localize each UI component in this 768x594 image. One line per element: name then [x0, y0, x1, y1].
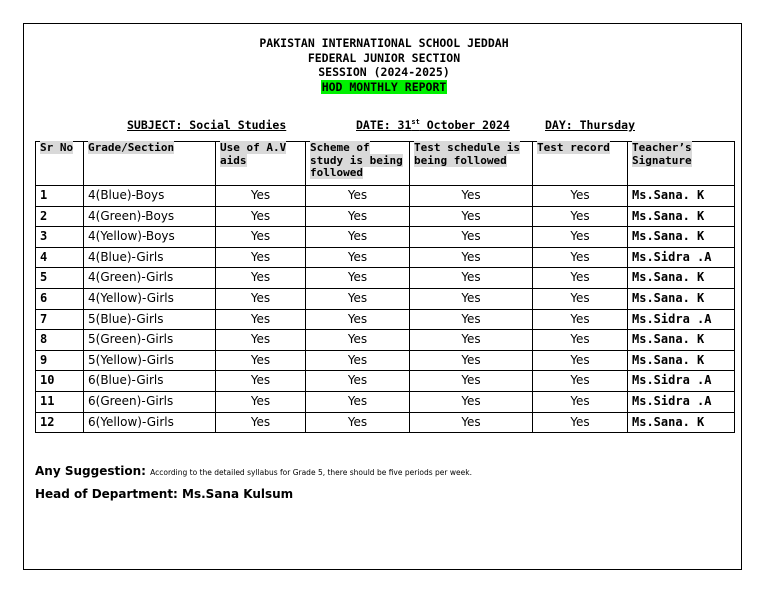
- av-cell: Yes: [216, 227, 306, 248]
- col-header-sr: Sr No: [36, 142, 84, 186]
- head-of-department: Head of Department: Ms.Sana Kulsum: [35, 487, 294, 501]
- report-title: HOD MONTHLY REPORT: [321, 79, 447, 94]
- table-row: [36, 391, 735, 412]
- grade-cell: 4(Yellow)-Girls: [84, 288, 216, 309]
- av-cell: Yes: [216, 247, 306, 268]
- av-cell: Yes: [216, 330, 306, 351]
- table-row: [36, 247, 735, 268]
- sr-cell: 11: [36, 391, 84, 412]
- table-row: [36, 350, 735, 371]
- schedule-cell: Yes: [410, 206, 533, 227]
- record-cell: Yes: [533, 247, 628, 268]
- signature-cell: Ms.Sana. K: [628, 227, 735, 248]
- scheme-cell: Yes: [306, 412, 410, 433]
- av-cell: Yes: [216, 371, 306, 392]
- school-name: PAKISTAN INTERNATIONAL SCHOOL JEDDAH: [259, 36, 509, 50]
- sr-cell: 9: [36, 350, 84, 371]
- scheme-cell: Yes: [306, 268, 410, 289]
- table-row: [36, 288, 735, 309]
- signature-cell: Ms.Sana. K: [628, 186, 735, 207]
- scheme-cell: Yes: [306, 309, 410, 330]
- schedule-cell: Yes: [410, 371, 533, 392]
- scheme-cell: Yes: [306, 247, 410, 268]
- schedule-cell: Yes: [410, 309, 533, 330]
- record-cell: Yes: [533, 371, 628, 392]
- av-cell: Yes: [216, 309, 306, 330]
- record-cell: Yes: [533, 391, 628, 412]
- record-cell: Yes: [533, 350, 628, 371]
- day-label: DAY: Thursday: [545, 118, 636, 132]
- av-cell: Yes: [216, 206, 306, 227]
- av-cell: Yes: [216, 391, 306, 412]
- table-row: [36, 309, 735, 330]
- scheme-cell: Yes: [306, 350, 410, 371]
- sr-cell: 6: [36, 288, 84, 309]
- col-header-schedule: Test schedule is being followed: [410, 142, 533, 186]
- av-cell: Yes: [216, 350, 306, 371]
- sr-cell: 3: [36, 227, 84, 248]
- table-row: [36, 227, 735, 248]
- scheme-cell: Yes: [306, 371, 410, 392]
- col-header-scheme: Scheme of study is being followed: [306, 142, 410, 186]
- sr-cell: 5: [36, 268, 84, 289]
- schedule-cell: Yes: [410, 412, 533, 433]
- table-row: [36, 186, 735, 207]
- grade-cell: 6(Yellow)-Girls: [84, 412, 216, 433]
- signature-cell: Ms.Sana. K: [628, 206, 735, 227]
- record-cell: Yes: [533, 206, 628, 227]
- grade-cell: 4(Blue)-Girls: [84, 247, 216, 268]
- av-cell: Yes: [216, 412, 306, 433]
- signature-cell: Ms.Sidra .A: [628, 391, 735, 412]
- schedule-cell: Yes: [410, 350, 533, 371]
- schedule-cell: Yes: [410, 391, 533, 412]
- date-label: DATE: 31st October 2024: [356, 118, 510, 132]
- table-header-row: [36, 142, 735, 186]
- table-row: [36, 412, 735, 433]
- col-header-av: Use of A.V aids: [216, 142, 306, 186]
- signature-cell: Ms.Sana. K: [628, 412, 735, 433]
- record-cell: Yes: [533, 268, 628, 289]
- table-row: [36, 268, 735, 289]
- schedule-cell: Yes: [410, 186, 533, 207]
- signature-cell: Ms.Sana. K: [628, 350, 735, 371]
- grade-cell: 6(Green)-Girls: [84, 391, 216, 412]
- table-row: [36, 330, 735, 351]
- col-header-signature: Teacher’s Signature: [628, 142, 735, 186]
- table-row: [36, 371, 735, 392]
- av-cell: Yes: [216, 186, 306, 207]
- suggestion-label: Any Suggestion:: [35, 464, 146, 478]
- schedule-cell: Yes: [410, 247, 533, 268]
- signature-cell: Ms.Sana. K: [628, 288, 735, 309]
- scheme-cell: Yes: [306, 186, 410, 207]
- suggestion-text: According to the detailed syllabus for Grade 5, there should be five periods per week.: [150, 468, 472, 477]
- grade-cell: 4(Green)-Girls: [84, 268, 216, 289]
- grade-cell: 5(Green)-Girls: [84, 330, 216, 351]
- signature-cell: Ms.Sana. K: [628, 268, 735, 289]
- subject-label: SUBJECT: Social Studies: [127, 118, 287, 132]
- record-cell: Yes: [533, 288, 628, 309]
- grade-cell: 5(Blue)-Girls: [84, 309, 216, 330]
- report-table: [35, 141, 735, 433]
- signature-cell: Ms.Sidra .A: [628, 309, 735, 330]
- scheme-cell: Yes: [306, 227, 410, 248]
- sr-cell: 10: [36, 371, 84, 392]
- sr-cell: 8: [36, 330, 84, 351]
- signature-cell: Ms.Sana. K: [628, 330, 735, 351]
- scheme-cell: Yes: [306, 206, 410, 227]
- signature-cell: Ms.Sidra .A: [628, 247, 735, 268]
- suggestion: [35, 464, 472, 478]
- sr-cell: 12: [36, 412, 84, 433]
- report-header: [0, 36, 768, 94]
- sr-cell: 2: [36, 206, 84, 227]
- col-header-record: Test record: [533, 142, 628, 186]
- schedule-cell: Yes: [410, 330, 533, 351]
- schedule-cell: Yes: [410, 268, 533, 289]
- scheme-cell: Yes: [306, 288, 410, 309]
- sr-cell: 7: [36, 309, 84, 330]
- av-cell: Yes: [216, 268, 306, 289]
- signature-cell: Ms.Sidra .A: [628, 371, 735, 392]
- table-row: [36, 206, 735, 227]
- sr-cell: 4: [36, 247, 84, 268]
- record-cell: Yes: [533, 186, 628, 207]
- grade-cell: 4(Green)-Boys: [84, 206, 216, 227]
- session: SESSION (2024-2025): [318, 65, 450, 79]
- grade-cell: 5(Yellow)-Girls: [84, 350, 216, 371]
- col-header-grade: Grade/Section: [84, 142, 216, 186]
- av-cell: Yes: [216, 288, 306, 309]
- grade-cell: 6(Blue)-Girls: [84, 371, 216, 392]
- sr-cell: 1: [36, 186, 84, 207]
- record-cell: Yes: [533, 227, 628, 248]
- schedule-cell: Yes: [410, 288, 533, 309]
- grade-cell: 4(Blue)-Boys: [84, 186, 216, 207]
- record-cell: Yes: [533, 412, 628, 433]
- scheme-cell: Yes: [306, 330, 410, 351]
- grade-cell: 4(Yellow)-Boys: [84, 227, 216, 248]
- record-cell: Yes: [533, 309, 628, 330]
- section-name: FEDERAL JUNIOR SECTION: [307, 50, 461, 65]
- scheme-cell: Yes: [306, 391, 410, 412]
- schedule-cell: Yes: [410, 227, 533, 248]
- record-cell: Yes: [533, 330, 628, 351]
